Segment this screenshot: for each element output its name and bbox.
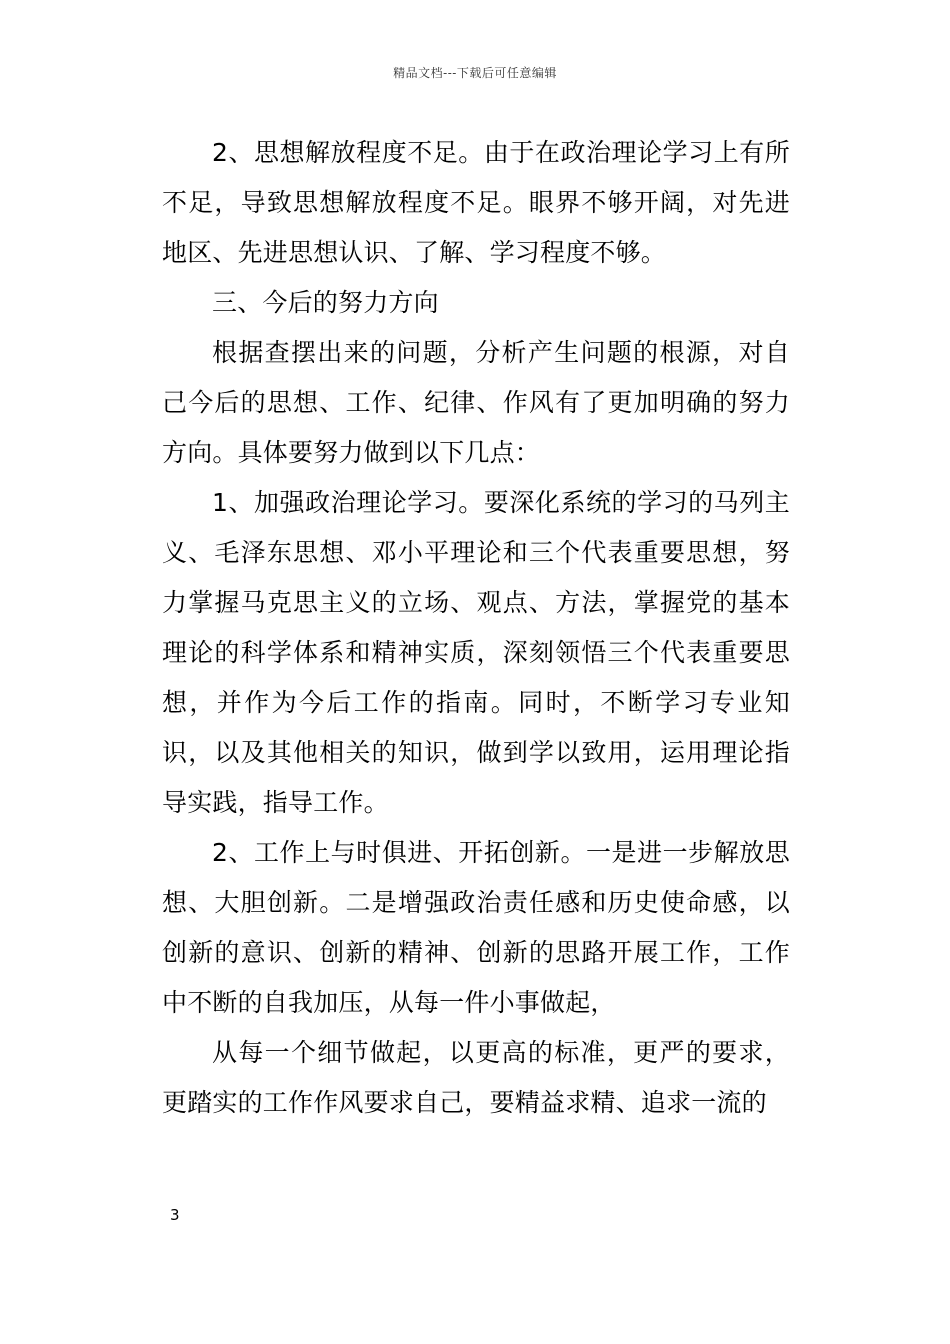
paragraph-direction-intro: 根据查摆出来的问题，分析产生问题的根源，对自己今后的思想、工作、纪律、作风有了更加明确的努力方向。具体要努力做到以下几点： — [162, 338, 790, 467]
paragraph-details: 从每一个细节做起，以更高的标准，更严的要求，更踏实的工作作风要求自己，要精益求精、追求一流的 — [162, 1038, 790, 1117]
page-number: 3 — [170, 1206, 180, 1224]
paragraph-thought-liberation: 2、思想解放程度不足。由于在政治理论学习上有所不足，导致思想解放程度不足。眼界不够开阔，对先进地区、先进思想认识、了解、学习程度不够。 — [162, 138, 790, 267]
section-heading-future-direction: 三、今后的努力方向 — [212, 288, 439, 317]
paragraph-political-theory: 1、加强政治理论学习。要深化系统的学习的马列主义、毛泽东思想、邓小平理论和三个代表重要思想，努力掌握马克思主义的立场、观点、方法，掌握党的基本理论的科学体系和精神实质，深刻领悟三个代表重要思想，并作为今后工作的指南。同时，不断学习专业知识，以及其他相关的知识，做到学以致用，运用理论指导实践，指导工作。 — [162, 488, 790, 817]
document-body — [162, 128, 790, 1128]
paragraph-innovation: 2、工作上与时俱进、开拓创新。一是进一步解放思想、大胆创新。二是增强政治责任感和历史使命感，以创新的意识、创新的精神、创新的思路开展工作，工作中不断的自我加压，从每一件小事做起， — [162, 838, 790, 1017]
page-header: 精品文档---下载后可任意编辑 — [393, 66, 557, 80]
